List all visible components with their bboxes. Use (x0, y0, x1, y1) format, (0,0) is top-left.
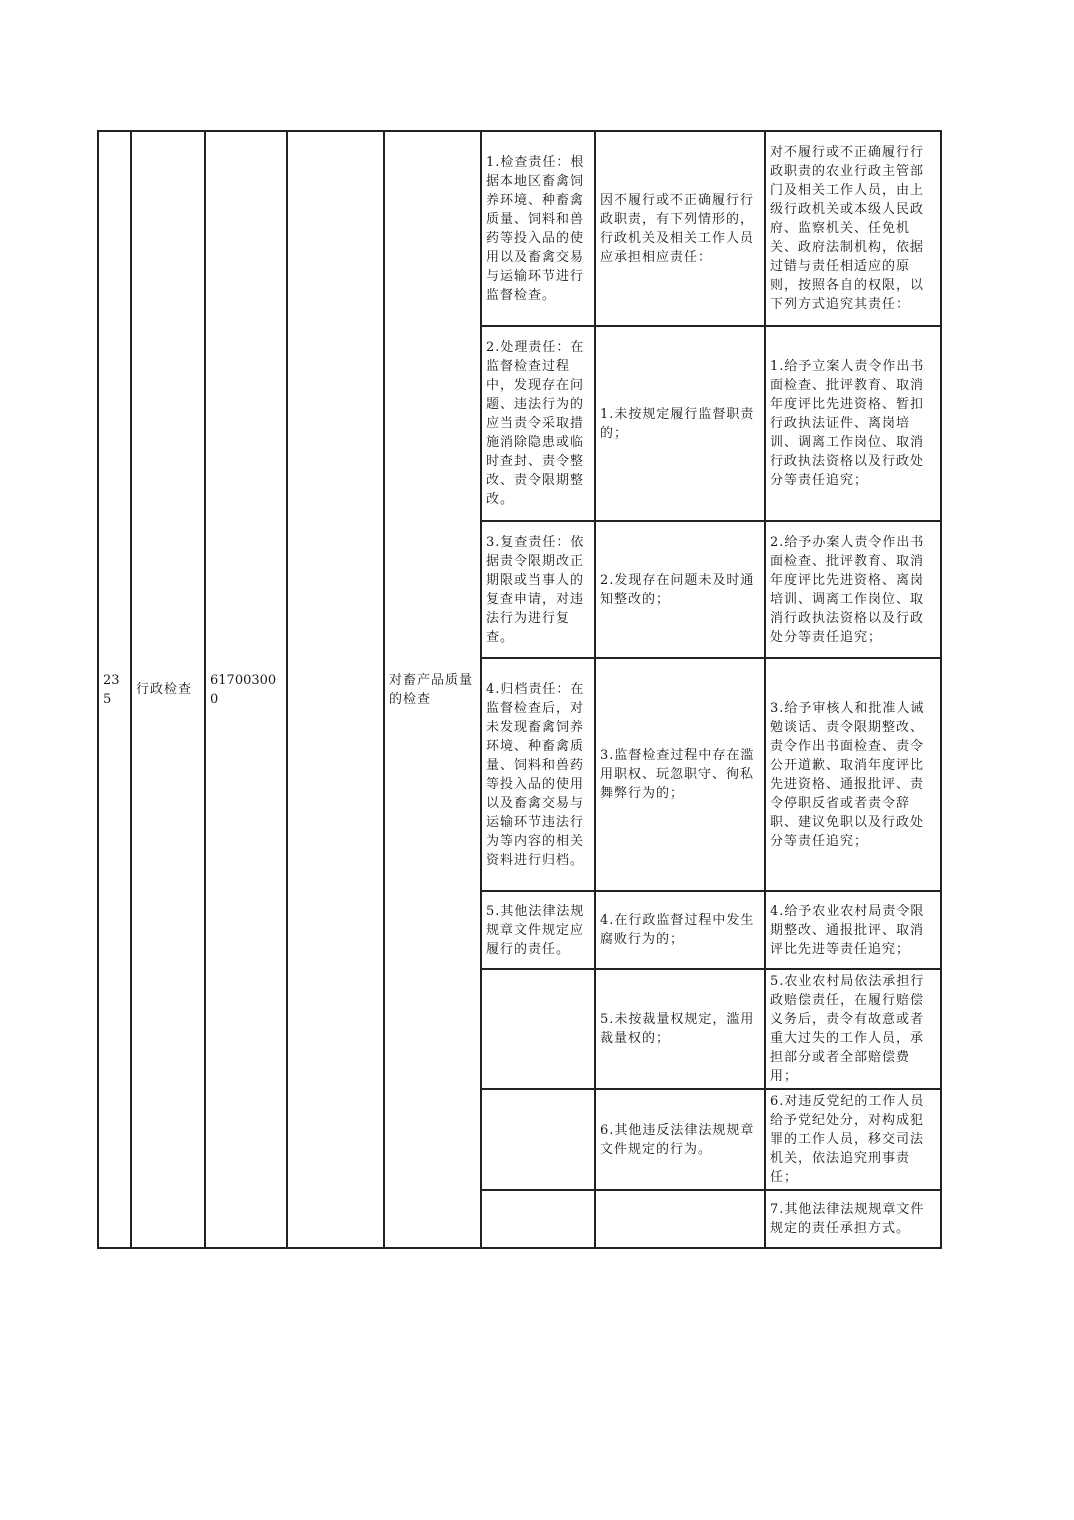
accountability-text: 5.农业农村局依法承担行政赔偿责任，在履行赔偿义务后，责令有故意或者重大过失的工作人员，承担部分或者全部赔偿费用； (770, 974, 925, 1084)
item-code: 617003000 (210, 672, 277, 707)
responsibility-text (482, 1138, 594, 1142)
responsibility-cell (481, 521, 595, 658)
circumstance-text: 2.发现存在问题未及时通知整改的； (600, 572, 755, 607)
accountability-text: 6.对违反党纪的工作人员给予党纪处分，对构成犯罪的工作人员，移交司法机关，依法追究刑事责任； (770, 1094, 925, 1185)
circumstance-cell (595, 1089, 765, 1190)
circumstance-cell (595, 969, 765, 1089)
responsibility-cell (481, 969, 595, 1089)
accountability-text: 3.给予审核人和批准人诫勉谈话、责令限期整改、责令作出书面检查、责令公开道歉、取消年度评比先进资格、通报批评、责令停职反省或者责令辞职、建议免职以及行政处分等责任追究； (770, 700, 925, 849)
accountability-cell (765, 521, 941, 658)
accountability-text: 对不履行或不正确履行行政职责的农业行政主管部门及相关工作人员，由上级行政机关或本级人民政府、监察机关、任免机关、政府法制机构，依据过错与责任相适应的原则，按照各自的权限，以下列方式追究其责任： (770, 145, 925, 312)
responsibility-cell (481, 326, 595, 521)
circumstance-text: 1.未按规定履行监督职责的； (600, 406, 755, 441)
subitem-cell (384, 131, 481, 1248)
item-type: 行政检查 (136, 682, 193, 697)
accountability-cell (765, 1190, 941, 1248)
accountability-cell (765, 891, 941, 969)
circumstance-cell (595, 658, 765, 891)
responsibility-text: 5.其他法律法规规章文件规定应履行的责任。 (486, 903, 585, 957)
responsibility-text: 3.复查责任：依据责令限期改正期限或当事人的复查申请，对违法行为进行复查。 (486, 534, 585, 645)
item-name (288, 688, 383, 692)
accountability-text: 7.其他法律法规规章文件规定的责任承担方式。 (770, 1202, 925, 1236)
circumstance-cell (595, 521, 765, 658)
circumstance-cell (595, 131, 765, 326)
item-code-cell (205, 131, 287, 1248)
circumstance-text: 3.监督检查过程中存在滥用职权、玩忽职守、徇私舞弊行为的； (600, 748, 755, 801)
accountability-text: 2.给予办案人责令作出书面检查、批评教育、取消年度评比先进资格、离岗培训、调离工作岗位、取消行政执法资格以及行政处分等责任追究； (770, 534, 925, 645)
circumstance-text: 6.其他违反法律法规规章文件规定的行为。 (600, 1122, 755, 1157)
table-row (98, 131, 941, 326)
subitem-name: 对畜产品质量的检查 (389, 672, 474, 707)
accountability-cell (765, 1089, 941, 1190)
accountability-text: 4.给予农业农村局责令限期整改、通报批评、取消评比先进等责任追究； (770, 903, 925, 957)
responsibility-table (97, 130, 942, 1249)
item-type-cell (131, 131, 205, 1248)
responsibility-cell (481, 1089, 595, 1190)
responsibility-cell (481, 131, 595, 326)
responsibility-text (482, 1027, 594, 1031)
circumstance-cell (595, 1190, 765, 1248)
circumstance-text: 因不履行或不正确履行行政职责，有下列情形的，行政机关及相关工作人员应承担相应责任： (600, 192, 755, 265)
responsibility-text: 1.检查责任：根据本地区畜禽饲养环境、种畜禽质量、饲料和兽药等投入品的使用以及畜禽交易与运输环节进行监督检查。 (486, 154, 585, 303)
responsibility-text: 4.归档责任：在监督检查后，对未发现畜禽饲养环境、种畜禽质量、饲料和兽药等投入品的使用以及畜禽交易与运输环节违法行为等内容的相关资料进行归档。 (486, 681, 585, 868)
accountability-cell (765, 969, 941, 1089)
accountability-cell (765, 131, 941, 326)
responsibility-cell (481, 1190, 595, 1248)
accountability-text: 1.给予立案人责令作出书面检查、批评教育、取消年度评比先进资格、暂扣行政执法证件、离岗培训、调离工作岗位、取消行政执法资格以及行政处分等责任追究； (770, 359, 925, 488)
accountability-cell (765, 658, 941, 891)
responsibility-text: 2.处理责任：在监督检查过程中，发现存在问题、违法行为的应当责令采取措施消除隐患或临时查封、责令整改、责令限期整改。 (486, 340, 585, 507)
item-name-cell (287, 131, 384, 1248)
responsibility-cell (481, 658, 595, 891)
responsibility-cell (481, 891, 595, 969)
item-number: 235 (103, 672, 120, 707)
item-number-cell (98, 131, 131, 1248)
responsibility-text (482, 1217, 594, 1221)
circumstance-cell (595, 891, 765, 969)
accountability-cell (765, 326, 941, 521)
circumstance-text (596, 1217, 764, 1221)
circumstance-text: 5.未按裁量权规定，滥用裁量权的； (600, 1012, 755, 1046)
circumstance-text: 4.在行政监督过程中发生腐败行为的； (600, 913, 755, 947)
circumstance-cell (595, 326, 765, 521)
